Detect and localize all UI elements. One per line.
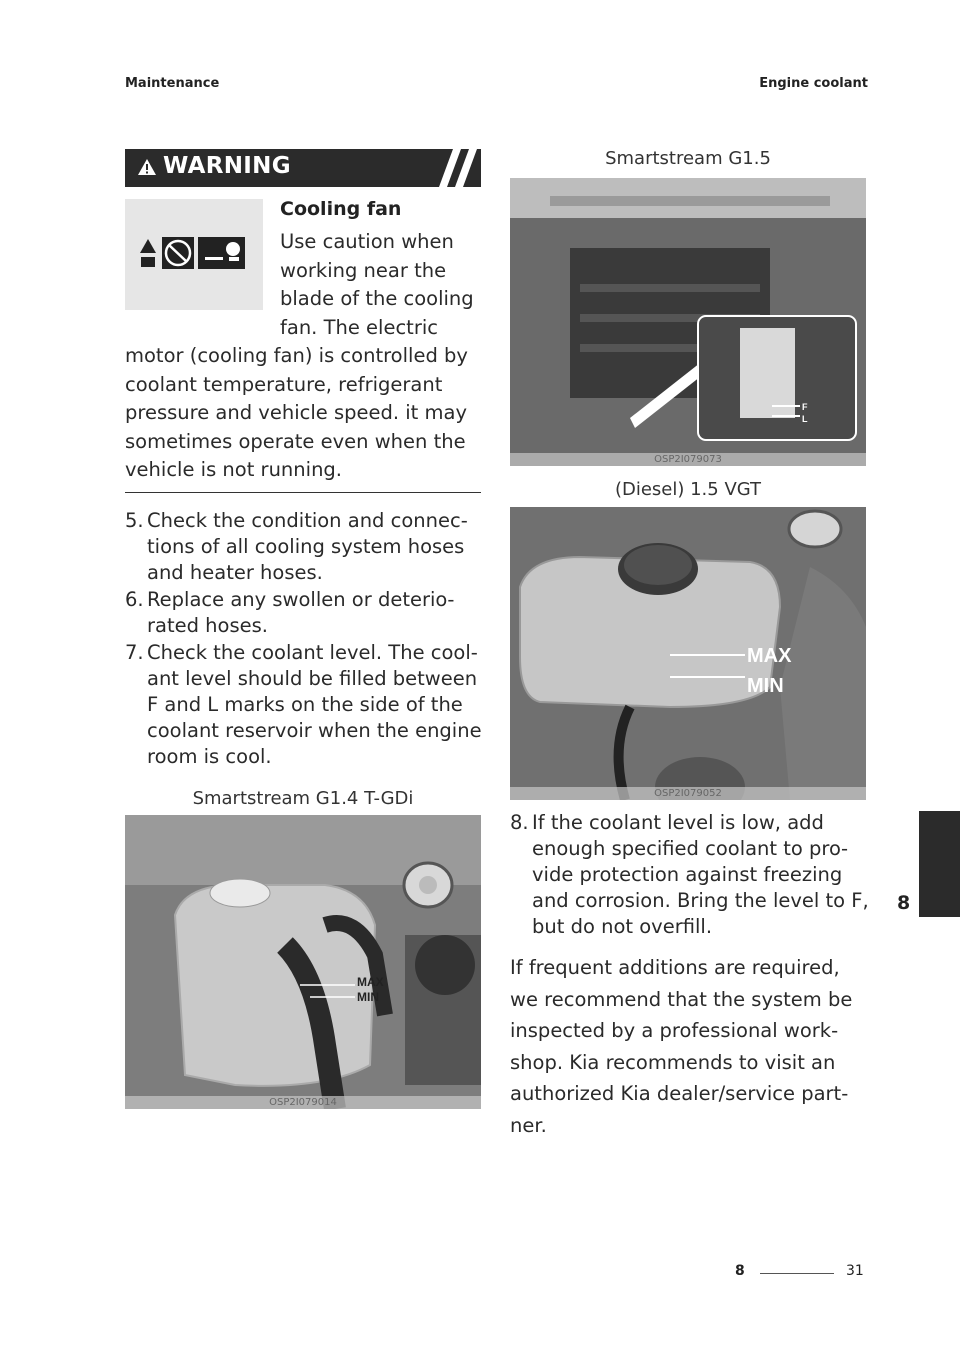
step-text: Replace any swollen or deteriorated hoses. <box>147 588 455 637</box>
recommendation-paragraph: If frequent additions are required, we recommend that the system be inspected by a professional workshop. Kia recommends to visit an authorized Kia dealer/service partner. <box>510 956 853 1137</box>
step-number: 7. <box>125 641 144 664</box>
step-number: 8. <box>510 811 529 834</box>
running-header-section: Maintenance <box>125 76 220 91</box>
step-text: Check the condition and connections of all cooling system hoses and heater hoses. <box>147 509 468 584</box>
step-text: If the coolant level is low, add enough specified coolant to provide protection against freezing and corrosion. Bring the level to F, but do not overfill. <box>532 811 869 938</box>
min-mark-label: MIN <box>357 990 379 1004</box>
hand-fan-warning-icon <box>125 199 263 310</box>
engine-photo-g15 <box>510 178 866 466</box>
step-number: 5. <box>125 509 144 532</box>
engine-photo-diesel <box>510 507 866 800</box>
figure-code: OSP2I079052 <box>510 787 866 800</box>
max-mark-label: MAX <box>747 645 792 667</box>
running-header-topic: Engine coolant <box>759 76 868 91</box>
footer-section-number: 8 <box>735 1263 745 1279</box>
step-6 <box>125 587 485 639</box>
l-mark-label: L <box>802 414 808 424</box>
figure-caption-g14: Smartstream G1.4 T-GDi <box>192 788 414 809</box>
warning-slashes-decoration <box>421 149 481 187</box>
engine-photo-g14 <box>125 815 481 1109</box>
step-8-body <box>510 810 870 940</box>
procedure-steps <box>125 508 485 771</box>
coolant-reservoir-illustration <box>125 815 481 1109</box>
step-text: Check the coolant level. The coolant level should be filled between F and L marks on the side of the coolant reservoir when the engine room is cool. <box>147 641 482 768</box>
footer-divider <box>760 1273 834 1274</box>
warning-text-wide: motor (cooling fan) is controlled by coolant temperature, refrigerant pressure and vehicle speed. it may sometimes operate even when the vehicle is not running. <box>125 344 468 482</box>
figure-caption-diesel: (Diesel) 1.5 VGT <box>614 479 762 500</box>
warning-title: Cooling fan <box>280 198 402 220</box>
step-5 <box>125 508 485 586</box>
chapter-number: 8 <box>897 892 911 914</box>
warning-triangle-icon <box>137 157 157 177</box>
step-7 <box>125 640 485 770</box>
engine-bay-illustration <box>510 178 866 466</box>
f-mark-label: F <box>802 402 808 412</box>
max-mark-label: MAX <box>357 975 384 989</box>
warning-divider <box>125 492 481 493</box>
step-number: 6. <box>125 588 144 611</box>
min-mark-label: MIN <box>747 675 784 697</box>
cooling-fan-warning-pictogram <box>125 199 263 310</box>
warning-banner <box>125 149 481 187</box>
chapter-thumb-tab <box>919 811 960 917</box>
figure-code: OSP2I079014 <box>125 1096 481 1109</box>
diesel-reservoir-illustration <box>510 507 866 800</box>
figure-caption-g15: Smartstream G1.5 <box>605 148 771 169</box>
footer-page-number: 31 <box>846 1263 864 1279</box>
warning-text-narrow: Use caution when working near the blade of the cooling fan. The electric <box>280 230 474 339</box>
warning-label: WARNING <box>163 153 291 179</box>
step-8 <box>510 810 870 941</box>
figure-code: OSP2I079073 <box>510 453 866 466</box>
